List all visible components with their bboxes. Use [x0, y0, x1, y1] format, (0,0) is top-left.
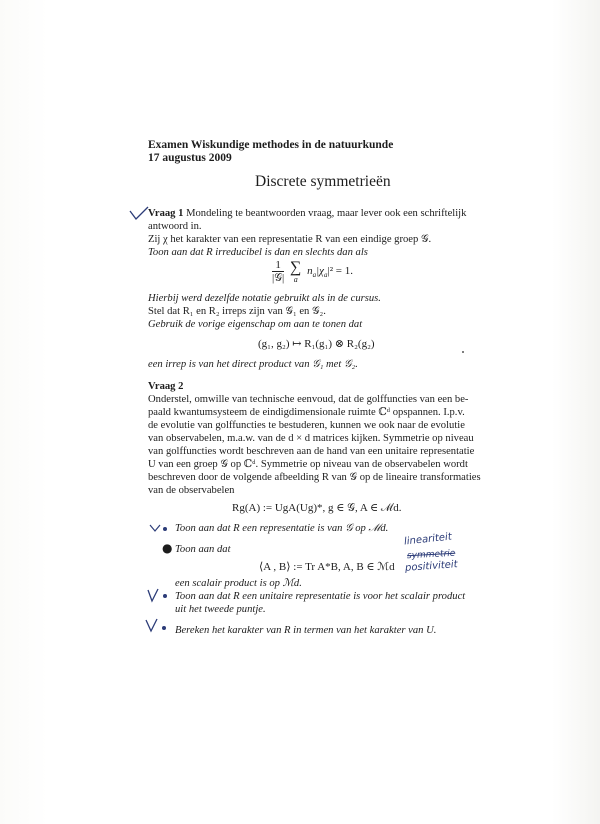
sum-symbol	[290, 260, 301, 284]
q2-para-7: beschreven door de volgende afbeelding R van 𝒢 op de lineaire transformaties	[148, 472, 481, 483]
q1-line6: Stel dat R₁ en R₂ irreps zijn van 𝒢₁ en 𝒢₂.	[148, 306, 326, 317]
q1-label: Vraag 1	[148, 208, 184, 219]
hand-checkmark-icon	[148, 521, 172, 535]
q2-item3a: Toon aan dat R een unitaire representatie is voor het scalair product	[175, 591, 466, 602]
hand-checkmark-icon	[146, 587, 172, 605]
formula-tail: |² = 1.	[327, 264, 353, 277]
q2-para-8: van de observabelen	[148, 485, 235, 496]
q2-para-1: Onderstel, omwille van technische eenvoud, dat de golffuncties van een be-	[148, 394, 469, 405]
q2-label: Vraag 2	[148, 381, 184, 392]
q1-line3: Zij χ het karakter van een representatie R van een eindige groep 𝒢.	[148, 234, 432, 245]
q1-intro-cont: antwoord in.	[148, 221, 202, 232]
q1-intro	[148, 207, 466, 220]
q2-item1: Toon aan dat R een representatie is van 𝒢 op ℳd.	[175, 523, 389, 534]
q2-formula: Rg(A) := UgA(Ug)*, g ∈ 𝒢, A ∈ ℳd.	[232, 502, 402, 514]
q2-item2-formula: ⟨A , B⟩ := Tr A*B, A, B ∈ ℳd	[259, 561, 395, 573]
q2-item2: Toon aan dat	[175, 544, 231, 555]
handwritten-note-3: positiviteit	[404, 559, 458, 574]
q1-line8: een irrep is van het direct product van 𝒢₁ met 𝒢₂.	[148, 359, 358, 370]
q2-item4: Bereken het karakter van R in termen van het karakter van U.	[175, 625, 437, 636]
formula-chi: |χ	[316, 264, 325, 277]
fraction-denominator: |𝒢|	[272, 272, 285, 284]
formula-n: n	[307, 264, 313, 277]
q1-line5: Hierbij werd dezelfde notatie gebruikt als in de cursus.	[148, 293, 381, 304]
fraction-numerator: 1	[272, 260, 284, 272]
q2-para-3: de evolutie van golffuncties te bestuderen, kunnen we ook naar de evolutie	[148, 420, 465, 431]
bullet-dot-icon: ●	[162, 541, 173, 555]
formula-fraction	[272, 260, 284, 284]
q2-item2-tail: een scalair product is op ℳd.	[175, 578, 302, 589]
q1-formula2: (g₁, g₂) ↦ R₁(g₁) ⊗ R₂(g₂)	[258, 338, 375, 350]
exam-course-title: Examen Wiskundige methodes in de natuurkunde	[148, 139, 394, 151]
q1-line4: Toon aan dat R irreducibel is dan en slechts dan als	[148, 247, 368, 258]
handwritten-note-2: symmetrie	[406, 548, 456, 562]
scan-speck	[462, 351, 464, 353]
q1-formula	[272, 260, 353, 284]
q2-para-6: U van een groep 𝒢 op ℂᵈ. Symmetrie op niveau van de observabelen wordt	[148, 459, 468, 470]
handwritten-note-1: lineariteit	[403, 531, 453, 548]
hand-checkmark-icon	[144, 616, 172, 636]
formula-body	[307, 264, 353, 280]
checkmark-icon	[128, 205, 150, 223]
exam-date: 17 augustus 2009	[148, 152, 232, 164]
formula-n-sub: a	[312, 271, 317, 280]
sum-glyph: ∑	[290, 259, 302, 276]
q2-para-2: paald kwantumsysteem de eindigdimensionale ruimte ℂᵈ opspannen. I.p.v.	[148, 407, 465, 418]
q2-para-4: van observabelen, m.a.w. van de d × d matrices kijken. Symmetrie op niveau	[148, 433, 474, 444]
sum-index: a	[293, 275, 298, 284]
q2-item3b: uit het tweede puntje.	[175, 604, 266, 615]
formula-chi-sub: a	[324, 271, 328, 280]
q1-line7: Gebruik de vorige eigenschap om aan te tonen dat	[148, 319, 363, 330]
q1-intro-text: Mondeling te beantwoorden vraag, maar lever ook een schriftelijk	[186, 208, 467, 219]
section-title: Discrete symmetrieën	[255, 173, 391, 190]
q2-para-5: van golffuncties wordt beschreven aan de hand van een unitaire representatie	[148, 446, 475, 457]
